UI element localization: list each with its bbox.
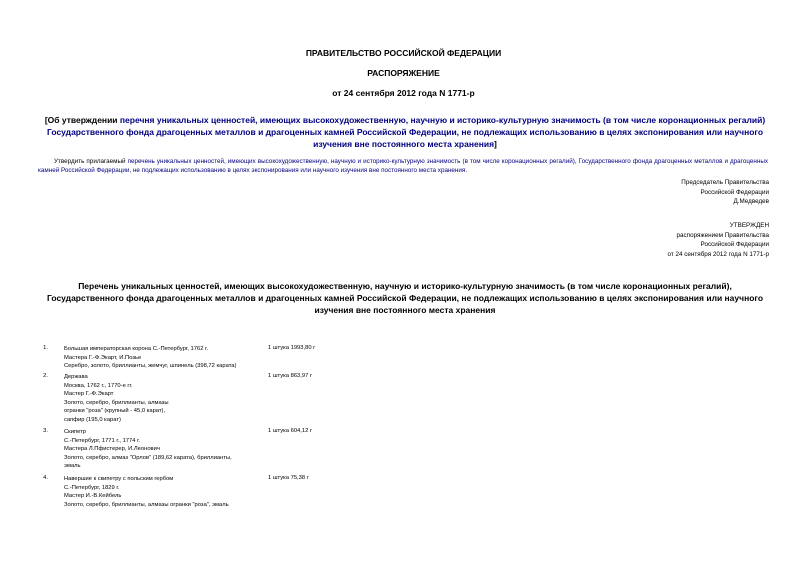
- approval-line-3: Российской Федерации: [700, 241, 769, 248]
- approval-line-4: от 24 сентября 2012 года N 1771-р: [667, 250, 769, 258]
- item-quantity: 1 штука 604,12 г: [268, 428, 313, 434]
- title-link[interactable]: перечня уникальных ценностей, имеющих высокохудожественную, научную и историко-культурную значимость (в том числе коронационных регалий) Государственного фонда драгоценных металлов и драгоценных камней Российской Федерации, не подлежащих использованию в целях экспонирования или научного изучения вне постоянного места хранения: [46, 115, 766, 149]
- signature-block: [681, 178, 769, 207]
- signature-line-1: Председатель Правительства: [681, 179, 769, 186]
- item-line: огранки "роза" (крупный - 45,0 карат),: [64, 408, 166, 415]
- item-quantity: 1 штука 863,97 г: [268, 373, 313, 379]
- item-line: Москва, 1762 г., 1770-е гг.: [64, 382, 133, 389]
- order-link[interactable]: перечень уникальных ценностей, имеющих высокохудожественную, научную и историко-культурную значимость (в том числе коронационных регалий), Государственного фонда драгоценных металлов и драгоценных камней Российской Федерации, не подлежащих использованию в целях экспонирования или научного изучения вне постоянного места хранения: [38, 158, 768, 174]
- order-tail: .: [465, 167, 468, 174]
- doc-date: от 24 сентября 2012 года N 1771-р: [332, 88, 475, 98]
- list-title: Перечень уникальных ценностей, имеющих высокохудожественную, научную и историко-культурную значимость (в том числе коронационных регалий), Государственного фонда драгоценных металлов и драгоценных камней Российской Федерации, не подлежащих использованию в целях экспонирования или научного изучения вне постоянного места хранения: [46, 281, 764, 315]
- title-close: ]: [494, 139, 497, 149]
- org-name: ПРАВИТЕЛЬСТВО РОССИЙСКОЙ ФЕДЕРАЦИИ: [305, 48, 502, 58]
- item-line: Мастера Г.-Ф.Экарт, И.Позье: [64, 354, 142, 361]
- item-description: [64, 428, 264, 471]
- item-line: Золото, серебро, бриллианты, алмазы: [64, 399, 169, 406]
- item-line: Золото, серебро, алмаз "Орлов" (189,62 карата), бриллианты,: [64, 454, 232, 461]
- item-line: Серебро, золото, бриллианты, жемчуг, шпинель (398,72 карата): [64, 363, 237, 370]
- item-quantity: 1 штука 75,38 г: [268, 475, 309, 481]
- item-number: 1.: [43, 345, 48, 351]
- item-line: сапфир (195,0 карат): [64, 416, 121, 423]
- item-quantity: 1 штука 1993,80 г: [268, 345, 316, 351]
- signature-line-2: Российской Федерации: [700, 188, 769, 196]
- item-line: Мастер Г.-Ф.Экарт: [64, 391, 114, 398]
- item-line: Скипетр: [64, 429, 87, 435]
- item-line: Мастера Л.Пфистерер, И.Леонович: [64, 446, 160, 453]
- approval-line-2: распоряжением Правительства: [676, 231, 769, 239]
- item-line: С.-Петербург, 1771 г., 1774 г.: [64, 437, 141, 444]
- item-line: Держава: [64, 374, 88, 380]
- item-number: 2.: [43, 373, 48, 379]
- item-line: эмаль: [64, 463, 81, 470]
- item-number: 4.: [43, 475, 48, 481]
- doc-type: РАСПОРЯЖЕНИЕ: [367, 68, 440, 78]
- order-lead: Утвердить прилагаемый: [54, 158, 128, 165]
- signature-line-3: Д.Медведев: [733, 198, 769, 205]
- approval-block: [668, 221, 769, 259]
- item-line: Большая императорская корона С.-Петербург, 1762 г.: [64, 346, 209, 352]
- document-title: [40, 114, 770, 150]
- item-description: [64, 373, 264, 425]
- item-description: [64, 475, 264, 509]
- title-open: [Об утверждении: [44, 115, 120, 125]
- item-description: [64, 345, 264, 371]
- order-paragraph: [38, 157, 768, 175]
- item-line: С.-Петербург, 1829 г.: [64, 484, 120, 491]
- item-number: 3.: [43, 428, 48, 434]
- item-line: Навершие к скипетру с польским гербом: [64, 476, 174, 482]
- item-line: Золото, серебро, бриллианты, алмазы огранки "роза", эмаль: [64, 501, 229, 508]
- approval-line-1: УТВЕРЖДЕН: [729, 222, 769, 229]
- item-line: Мастер И.-В.Кейбель: [64, 493, 122, 500]
